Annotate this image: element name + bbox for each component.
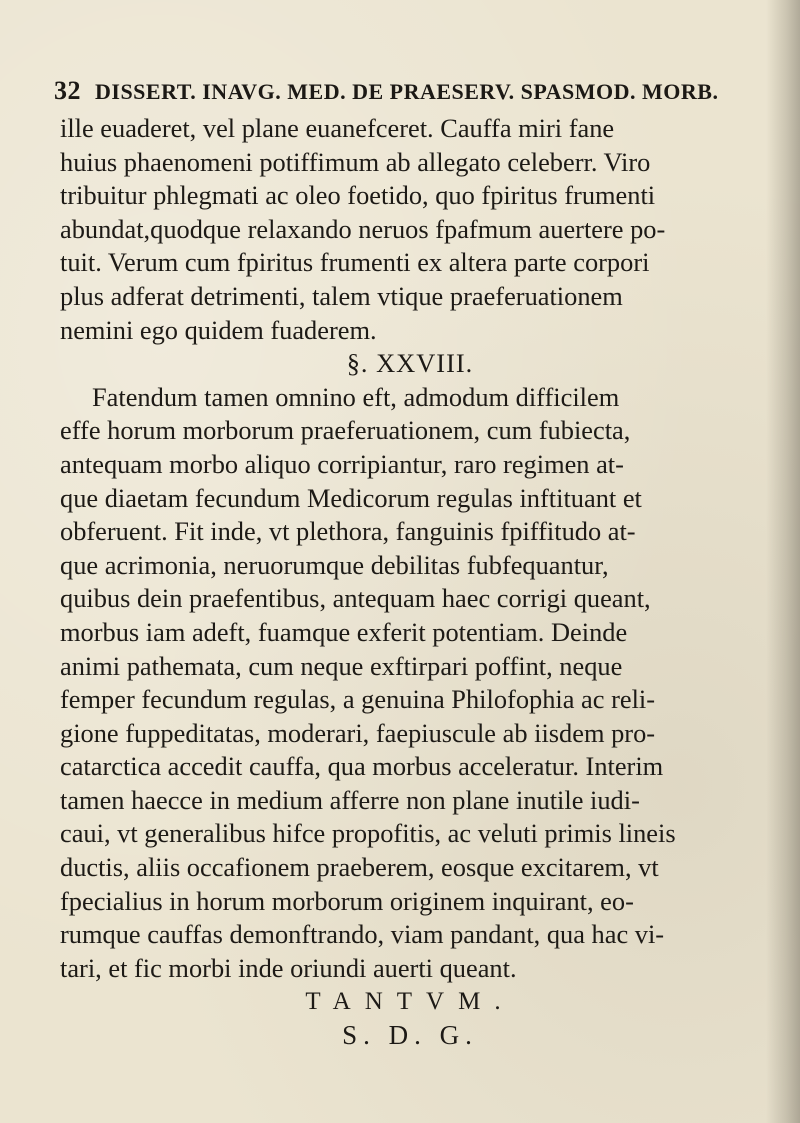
page-edge-shadow — [766, 0, 800, 1123]
text-line: tari, et fic morbi inde oriundi auerti queant. — [60, 952, 517, 983]
text-line: ille euaderet, vel plane euanefceret. Cauffa miri fane — [60, 113, 615, 143]
text-line: abundat,quodque relaxando neruos fpafmum auertere po- — [60, 213, 666, 244]
text-line: tuit. Verum cum fpiritus frumenti ex altera parte corpori — [60, 247, 650, 278]
text-line: obferuent. Fit inde, vt plethora, fanguinis fpiffitudo at- — [60, 516, 636, 547]
text-line: morbus iam adeft, fuamque exferit potentiam. Deinde — [60, 616, 628, 647]
text-line: que acrimonia, neruorumque debilitas fubfequantur, — [60, 549, 609, 580]
text-line: fpecialius in horum morborum originem inquirant, eo- — [60, 885, 634, 916]
running-title: DISSERT. INAVG. MED. DE PRAESERV. SPASMOD. MORB. — [95, 79, 719, 104]
text-line: Fatendum tamen omnino eft, admodum difficilem — [92, 381, 620, 412]
text-line: caui, vt generalibus hifce propofitis, ac veluti primis lineis — [60, 818, 676, 849]
text-line: femper fecundum regulas, a genuina Philofophia ac reli- — [60, 684, 656, 715]
closing-tantvm: TANTVM. — [305, 988, 515, 1016]
text-line: tamen haecce in medium afferre non plane inutile iudi- — [60, 784, 640, 815]
text-line: catarctica accedit cauffa, qua morbus acceleratur. Interim — [60, 751, 664, 782]
text-line: effe horum morborum praeferuationem, cum fubiecta, — [60, 415, 631, 446]
text-line: ductis, aliis occafionem praeberem, eosque excitarem, vt — [60, 852, 659, 883]
text-line: animi pathemata, cum neque exftirpari poffint, neque — [60, 650, 623, 681]
text-line: tribuitur phlegmati ac oleo foetido, quo fpiritus frumenti — [60, 180, 656, 211]
text-line: plus adferat detrimenti, talem vtique praeferuationem — [60, 280, 623, 311]
running-header — [54, 76, 754, 106]
page-number: 32 — [54, 76, 81, 105]
text-line: rumque cauffas demonftrando, viam pandant, qua hac vi- — [60, 919, 665, 950]
text-line: antequam morbo aliquo corripiantur, raro regimen at- — [60, 448, 624, 479]
text-line: huius phaenomeni potiffimum ab allegato celeberr. Viro — [60, 146, 651, 177]
text-line: quibus dein praefentibus, antequam haec corrigi queant, — [60, 583, 651, 614]
text-line: gione fuppeditatas, moderari, faepiuscule ab iisdem pro- — [60, 717, 656, 748]
section-heading: §. XXVIII. — [346, 348, 474, 379]
body-text — [60, 112, 760, 1053]
closing-initials: S. D. G. — [342, 1020, 478, 1051]
text-line: nemini ego quidem fuaderem. — [60, 314, 377, 345]
text-line: que diaetam fecundum Medicorum regulas inftituant et — [60, 482, 642, 513]
